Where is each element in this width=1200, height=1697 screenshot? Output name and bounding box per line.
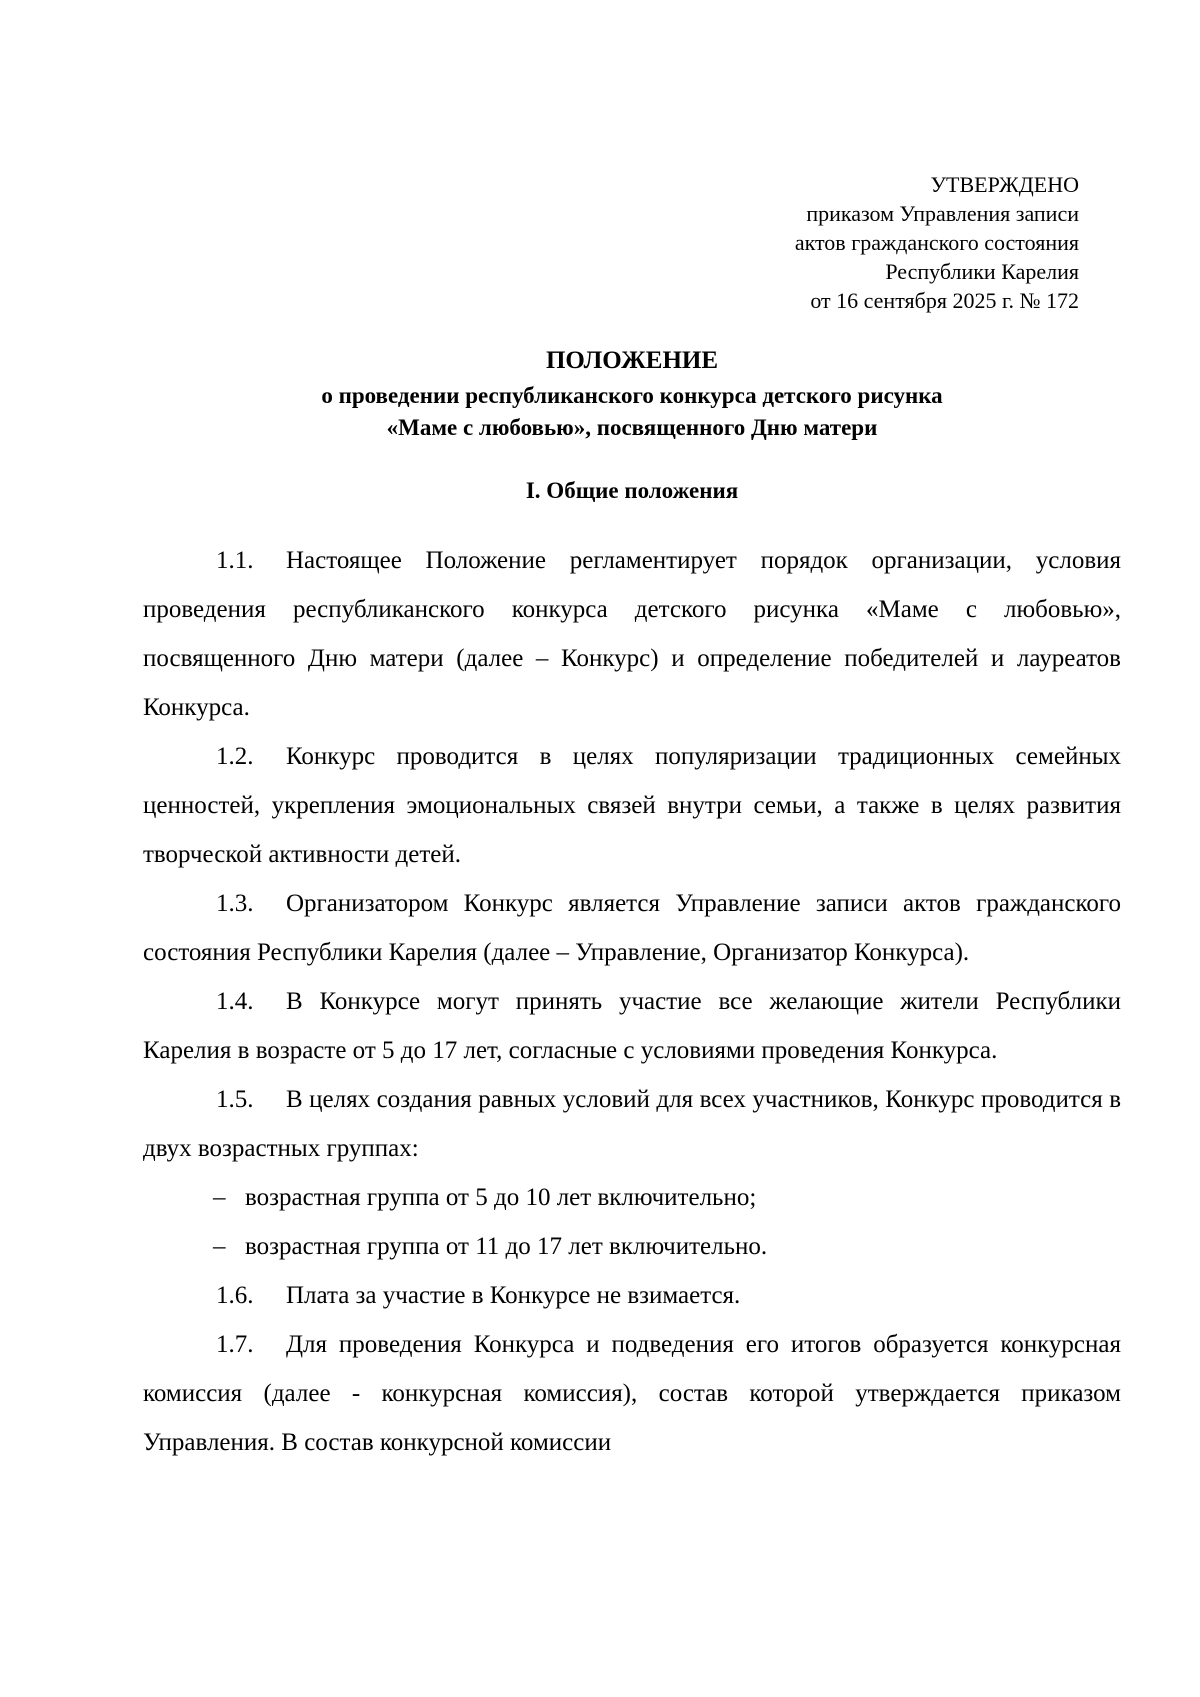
paragraph-text: Организатором Конкурс является Управление записи актов гражданского состояния Республики Карелия (далее – Управление, Организатор Конкурса). xyxy=(143,890,1121,966)
approval-stamp-block xyxy=(795,170,1079,315)
paragraph-text: Для проведения Конкурса и подведения его итогов образуется конкурсная комиссия (далее - конкурсная комиссия), состав которой утверждается приказом Управления. В состав конкурсной комиссии xyxy=(143,1331,1121,1456)
list-item-text: возрастная группа от 11 до 17 лет включительно. xyxy=(245,1233,768,1260)
paragraph-number: 1.3. xyxy=(216,890,254,917)
approval-date-line: от 16 сентября 2025 г. № 172 xyxy=(810,288,1079,313)
section-heading: I. Общие положения xyxy=(525,478,739,503)
paragraph-number: 1.6. xyxy=(216,1282,254,1309)
paragraph-1-6 xyxy=(143,1271,1121,1320)
paragraph-1-4 xyxy=(143,977,1121,1075)
approval-line: Республики Карелия xyxy=(885,259,1079,284)
document-body xyxy=(143,536,1121,1467)
paragraph-text: Настоящее Положение регламентирует порядок организации, условия проведения республиканского конкурса детского рисунка «Маме с любовью», посвященного Дню матери (далее – Конкурс) и определение победителей и лауреатов Конкурса. xyxy=(143,547,1121,721)
document-title: ПОЛОЖЕНИЕ xyxy=(545,347,719,374)
paragraph-number: 1.2. xyxy=(216,743,254,770)
list-dash: – xyxy=(213,1184,226,1211)
paragraph-number: 1.5. xyxy=(216,1086,254,1113)
paragraph-number: 1.1. xyxy=(216,547,254,574)
document-subtitle: о проведении республиканского конкурса детского рисунка xyxy=(321,383,943,408)
approval-line: приказом Управления записи xyxy=(806,201,1079,226)
paragraph-1-5 xyxy=(143,1075,1121,1173)
paragraph-number: 1.4. xyxy=(216,988,254,1015)
list-item xyxy=(143,1173,1121,1222)
document-title-block xyxy=(143,344,1121,444)
paragraph-text: Плата за участие в Конкурсе не взимается. xyxy=(286,1282,741,1309)
paragraph-number: 1.7. xyxy=(216,1331,254,1358)
list-dash: – xyxy=(213,1233,226,1260)
paragraph-1-1 xyxy=(143,536,1121,732)
paragraph-text: Конкурс проводится в целях популяризации традиционных семейных ценностей, укрепления эмоциональных связей внутри семьи, а также в целях развития творческой активности детей. xyxy=(143,743,1121,868)
approval-line: актов гражданского состояния xyxy=(794,230,1079,255)
paragraph-text: В Конкурсе могут принять участие все желающие жители Республики Карелия в возрасте от 5 до 17 лет, согласные с условиями проведения Конкурса. xyxy=(143,988,1121,1064)
approval-line: УТВЕРЖДЕНО xyxy=(930,172,1079,197)
list-item xyxy=(143,1222,1121,1271)
paragraph-text: В целях создания равных условий для всех участников, Конкурс проводится в двух возрастных группах: xyxy=(143,1086,1121,1162)
list-item-text: возрастная группа от 5 до 10 лет включительно; xyxy=(245,1184,757,1211)
paragraph-1-7 xyxy=(143,1320,1121,1467)
paragraph-1-2 xyxy=(143,732,1121,879)
paragraph-1-3 xyxy=(143,879,1121,977)
document-subtitle: «Маме с любовью», посвященного Дню матери xyxy=(386,415,878,440)
